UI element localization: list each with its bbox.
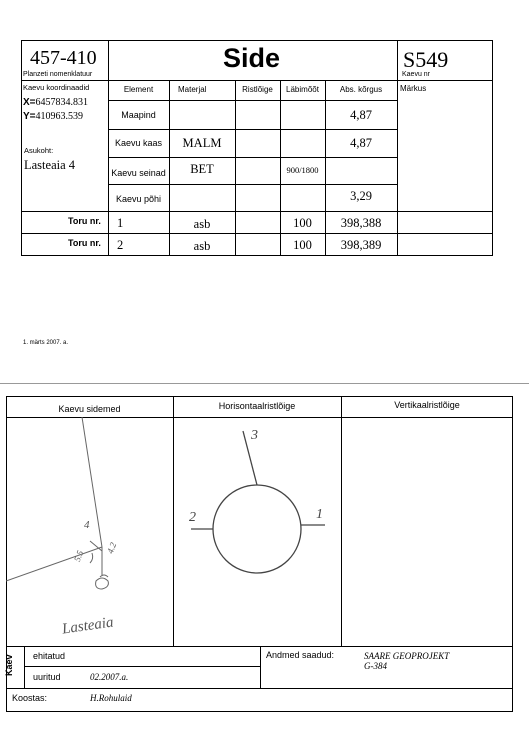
- location-value: Lasteaia 4: [24, 158, 76, 172]
- surveyed-value: 02.2007.a.: [90, 672, 129, 682]
- panel-ties-title: Kaevu sidemed: [58, 404, 121, 414]
- coordinates-label: Kaevu koordinaadid: [23, 83, 90, 92]
- sketch-street-label: Lasteaia: [61, 614, 115, 638]
- coord-x: X=6457834.831: [23, 97, 89, 108]
- author-label: Koostas:: [12, 693, 48, 703]
- col-diameter: Läbimõõt: [286, 85, 319, 94]
- col-material: Materjal: [178, 85, 207, 94]
- location-label: Asukoht:: [24, 146, 54, 155]
- sketch-number: 4.2: [105, 541, 119, 555]
- author-value: H.Rohulaid: [90, 693, 132, 703]
- panel-vertical-title: Vertikaalristlõige: [394, 400, 460, 410]
- data-from-code: G-384: [364, 661, 387, 671]
- data-from-label: Andmed saadud:: [266, 650, 335, 660]
- col-height: Abs. kõrgus: [339, 85, 383, 94]
- side-label: Kaev: [4, 654, 14, 676]
- well-label: Kaevu nr: [402, 71, 431, 78]
- date-note: 1. märts 2007. a.: [23, 340, 69, 346]
- panel-horizontal-title: Horisontaalristlõige: [218, 401, 296, 411]
- col-cross: Ristlõige: [242, 85, 273, 94]
- surveyed-label: uuritud: [33, 672, 61, 682]
- col-notes: Märkus: [400, 84, 427, 93]
- section-number: 3: [251, 428, 258, 443]
- sheet-label: Planzeti nomenklatuur: [23, 71, 93, 78]
- sketch-number: 5.5: [72, 549, 86, 563]
- sketch-number: 4: [84, 519, 90, 531]
- built-label: ehitatud: [33, 651, 66, 661]
- section-number: 1: [316, 507, 323, 522]
- sheet-number: 457-410: [30, 47, 97, 69]
- col-element: Element: [123, 85, 154, 94]
- coord-y: Y=410963.539: [23, 111, 84, 122]
- data-from-value: SAARE GEOPROJEKT: [364, 651, 450, 661]
- well-code: S549: [403, 47, 449, 72]
- section-number: 2: [189, 510, 196, 525]
- horizontal-section-sketch: [173, 417, 341, 646]
- page-title: Side: [223, 43, 281, 73]
- ties-sketch: [6, 417, 173, 646]
